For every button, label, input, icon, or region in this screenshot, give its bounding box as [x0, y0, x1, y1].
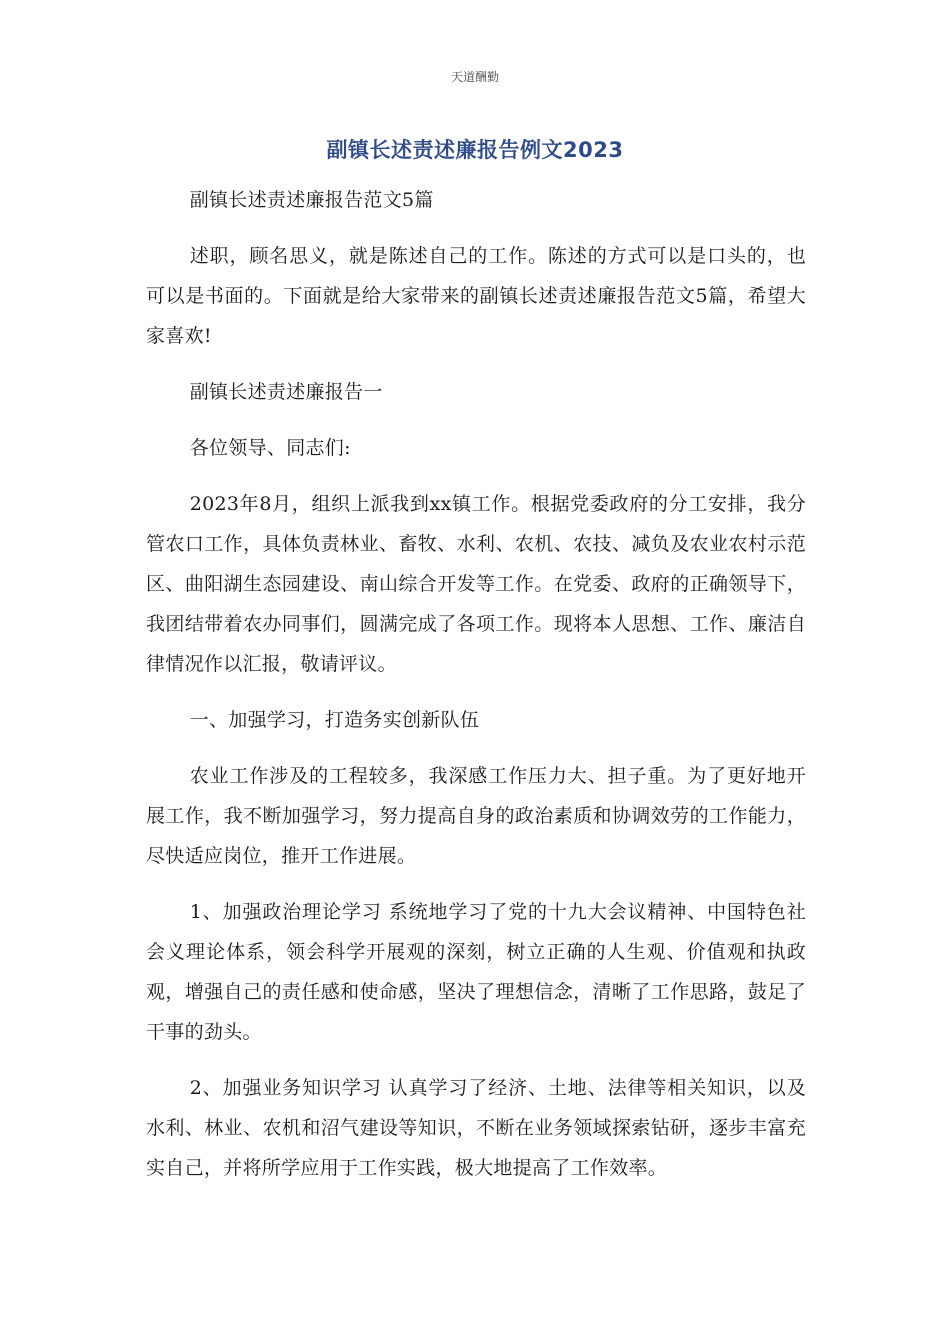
paragraph-salutation: 各位领导、同志们: — [189, 437, 351, 459]
document-body — [146, 180, 806, 1204]
paragraph-report-heading: 副镇长述责述廉报告一 — [189, 381, 383, 403]
page-header: 天道酬勤 — [450, 70, 499, 84]
paragraph-business-study: 2、加强业务知识学习 认真学习了经济、土地、法律等相关知识，以及水利、林业、农机和沼气建设等知识，不断在业务领域探索钻研，逐步丰富充实自己，并将所学应用于工作实践，极大地提高了工作效率。 — [146, 1077, 806, 1179]
paragraph-political-study: 1、加强政治理论学习 系统地学习了党的十九大会议精神、中国特色社会义理论体系，领会科学开展观的深刻，树立正确的人生观、价值观和执政观，增强自己的责任感和使命感，坚决了理想信念，清晰了工作思路，鼓足了干事的劲头。 — [146, 901, 806, 1043]
paragraph-learning: 农业工作涉及的工程较多，我深感工作压力大、担子重。为了更好地开展工作，我不断加强学习，努力提高自身的政治素质和协调效劳的工作能力，尽快适应岗位，推开工作进展。 — [146, 765, 806, 867]
document-title: 副镇长述责述廉报告例文2023 — [326, 138, 624, 162]
paragraph-subtitle: 副镇长述责述廉报告范文5篇 — [189, 189, 434, 211]
paragraph-section-heading: 一、加强学习，打造务实创新队伍 — [189, 709, 480, 731]
paragraph-intro: 述职，顾名思义，就是陈述自己的工作。陈述的方式可以是口头的，也可以是书面的。下面就是给大家带来的副镇长述责述廉报告范文5篇，希望大家喜欢! — [146, 245, 806, 347]
paragraph-background: 2023年8月，组织上派我到xx镇工作。根据党委政府的分工安排，我分管农口工作，具体负责林业、畜牧、水利、农机、农技、减负及农业农村示范区、曲阳湖生态园建设、南山综合开发等工作。在党委、政府的正确领导下，我团结带着农办同事们，圆满完成了各项工作。现将本人思想、工作、廉洁自律情况作以汇报，敬请评议。 — [146, 493, 806, 675]
